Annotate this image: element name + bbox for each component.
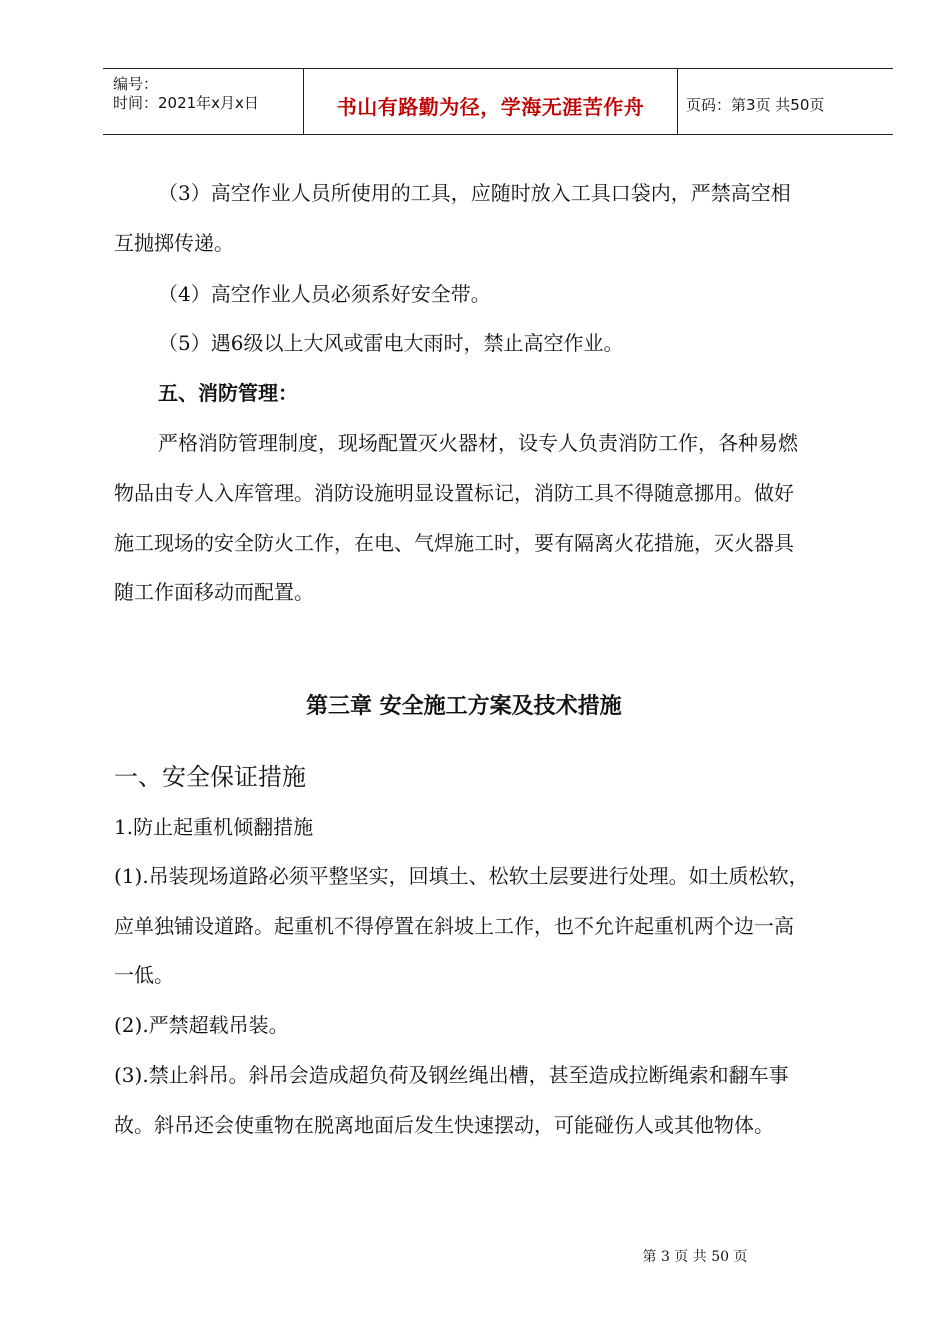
page-footer: 第 3 页 共 50 页 [642, 1249, 748, 1265]
paragraph-line: （4）高空作业人员必须系好安全带。 [158, 282, 491, 306]
paragraph-line: （3）高空作业人员所使用的工具，应随时放入工具口袋内，严禁高空相 [158, 181, 791, 205]
paragraph-line: （5）遇6级以上大风或雷电大雨时，禁止高空作业。 [158, 331, 624, 355]
page-header [103, 68, 893, 135]
header-motto-cell [304, 69, 678, 134]
paragraph-line: (2).严禁超载吊装。 [114, 1013, 289, 1037]
serial-label: 编号： [113, 75, 159, 93]
paragraph-line: 互抛掷传递。 [114, 231, 234, 255]
paragraph-line: (1).吊装现场道路必须平整坚实，回填土、松软土层要进行处理。如土质松软， [114, 864, 809, 888]
paragraph-line: 物品由专人入库管理。消防设施明显设置标记，消防工具不得随意挪用。做好 [114, 481, 794, 505]
paragraph-line: 一低。 [114, 963, 174, 987]
paragraph-line: (3).禁止斜吊。斜吊会造成超负荷及钢丝绳出槽，甚至造成拉断绳索和翻车事 [114, 1063, 789, 1087]
header-page-code: 页码：第3页 共50页 [686, 96, 825, 114]
section-title: 一、安全保证措施 [114, 763, 306, 791]
paragraph-line: 应单独铺设道路。起重机不得停置在斜坡上工作，也不允许起重机两个边一高 [114, 914, 794, 938]
chapter-title: 第三章 安全施工方案及技术措施 [306, 694, 622, 719]
paragraph-line: 严格消防管理制度，现场配置灭火器材，设专人负责消防工作，各种易燃 [158, 431, 798, 455]
subsection-title: 1.防止起重机倾翻措施 [114, 815, 314, 839]
section-heading: 五、消防管理： [158, 381, 298, 405]
header-info-cell [103, 69, 304, 134]
time-label: 时间：2021年x月x日 [113, 94, 259, 112]
header-page-cell [678, 69, 893, 134]
paragraph-line: 随工作面移动而配置。 [114, 580, 314, 604]
paragraph-line: 故。斜吊还会使重物在脱离地面后发生快速摆动，可能碰伤人或其他物体。 [114, 1113, 774, 1137]
motto-text: 书山有路勤为径，学海无涯苦作舟 [336, 95, 645, 119]
paragraph-line: 施工现场的安全防火工作，在电、气焊施工时，要有隔离火花措施，灭火器具 [114, 531, 794, 555]
